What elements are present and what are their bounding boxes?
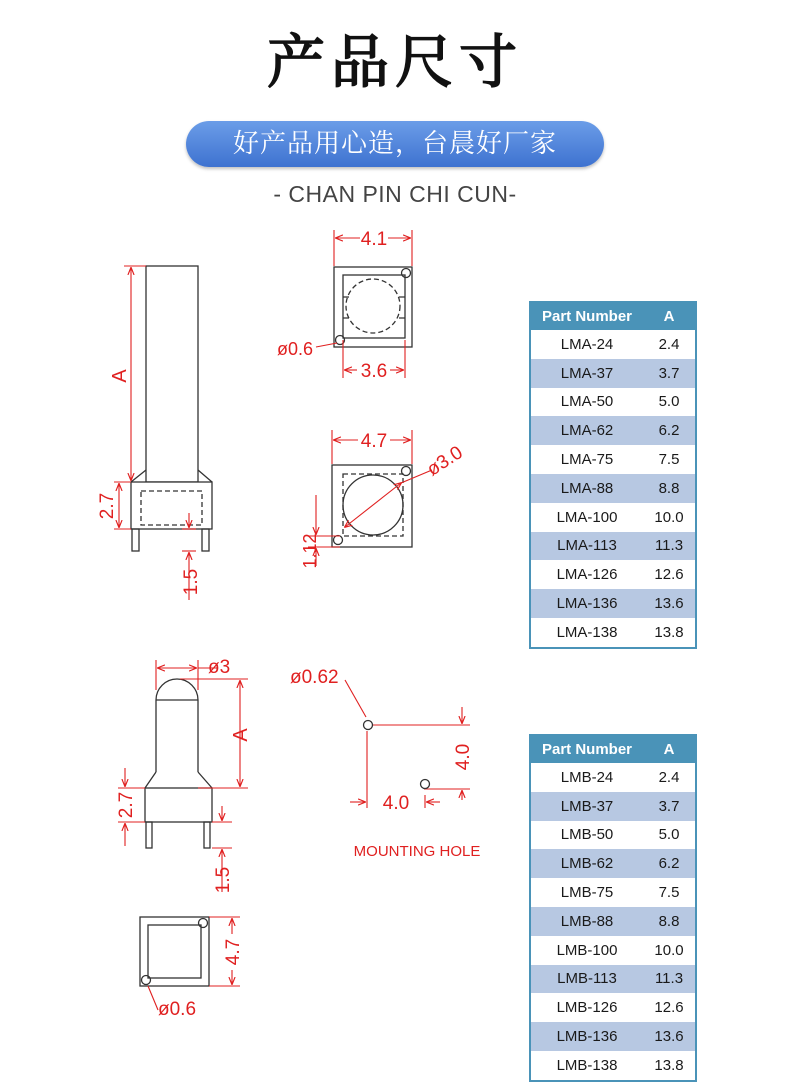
a-value-cell: 12.6 — [643, 993, 696, 1022]
part-number-cell: LMA-136 — [530, 589, 643, 618]
table-row — [530, 792, 696, 821]
table-row — [530, 763, 696, 792]
table-row — [530, 589, 696, 618]
a-value-cell: 11.3 — [643, 965, 696, 994]
a-value-cell: 7.5 — [643, 878, 696, 907]
mounting-hole-caption: MOUNTING HOLE — [353, 843, 481, 860]
part-number-cell: LMB-88 — [530, 907, 643, 936]
a-value-cell: 13.6 — [643, 1022, 696, 1051]
part-number-cell: LMB-126 — [530, 993, 643, 1022]
lma-base-height-label: 2.7 — [97, 492, 118, 520]
a-value-cell: 7.5 — [643, 445, 696, 474]
lmb-pin-length-label: 1.5 — [213, 866, 234, 894]
part-number-cell: LMB-75 — [530, 878, 643, 907]
lmb-side-view — [145, 679, 212, 848]
table-row — [530, 965, 696, 994]
a-value-cell: 5.0 — [643, 821, 696, 850]
cap-side-label: 1.12 — [300, 533, 320, 569]
part-number-cell: LMA-37 — [530, 359, 643, 388]
part-number-cell: LMB-50 — [530, 821, 643, 850]
part-number-cell: LMA-24 — [530, 330, 643, 359]
lmb-spec-table — [529, 734, 697, 1082]
a-value-cell: 5.0 — [643, 388, 696, 417]
lma-inner-width-label: 3.6 — [360, 361, 388, 382]
part-number-cell: LMA-75 — [530, 445, 643, 474]
lma-top-dims — [316, 230, 412, 378]
table-row — [530, 445, 696, 474]
cap-width-label: 4.7 — [360, 431, 388, 452]
lma-spec-table — [529, 301, 697, 649]
part-number-cell: LMB-37 — [530, 792, 643, 821]
table-row — [530, 618, 696, 648]
part-number-cell: LMB-136 — [530, 1022, 643, 1051]
part-number-cell: LMA-113 — [530, 532, 643, 561]
lma-top-width-label: 4.1 — [360, 229, 388, 250]
table-row — [530, 330, 696, 359]
table-row — [530, 1022, 696, 1051]
table-row — [530, 474, 696, 503]
part-number-cell: LMA-138 — [530, 618, 643, 648]
mounting-hole-drawing — [345, 680, 470, 808]
a-value-cell: 8.8 — [643, 907, 696, 936]
part-number-cell: LMA-88 — [530, 474, 643, 503]
table-row — [530, 416, 696, 445]
lma-pin-length-label: 1.5 — [181, 568, 202, 596]
a-value-cell: 2.4 — [643, 330, 696, 359]
part-number-cell: LMA-50 — [530, 388, 643, 417]
table-row — [530, 849, 696, 878]
lmb-header-part-number: Part Number — [530, 735, 643, 763]
part-number-cell: LMA-62 — [530, 416, 643, 445]
lmb-dome-label: ø3 — [208, 657, 231, 678]
hole-vertical-label: 4.0 — [453, 743, 474, 771]
table-row — [530, 560, 696, 589]
table-row — [530, 1051, 696, 1081]
lma-header-part-number: Part Number — [530, 302, 643, 330]
table-row — [530, 878, 696, 907]
a-value-cell: 11.3 — [643, 532, 696, 561]
a-value-cell: 10.0 — [643, 936, 696, 965]
part-number-cell: LMA-100 — [530, 503, 643, 532]
table-row — [530, 821, 696, 850]
part-number-cell: LMB-113 — [530, 965, 643, 994]
a-value-cell: 6.2 — [643, 849, 696, 878]
lmb-base-height-label: 2.7 — [116, 791, 137, 819]
a-value-cell: 12.6 — [643, 560, 696, 589]
a-value-cell: 8.8 — [643, 474, 696, 503]
lmb-bottom-side-label: 4.7 — [223, 938, 244, 966]
a-value-cell: 6.2 — [643, 416, 696, 445]
a-value-cell: 10.0 — [643, 503, 696, 532]
part-number-cell: LMB-138 — [530, 1051, 643, 1081]
lma-header-a: A — [643, 302, 696, 330]
hole-diameter-label: ø0.62 — [290, 667, 339, 688]
lmb-bottom-pin-label: ø0.6 — [158, 999, 197, 1020]
a-value-cell: 13.8 — [643, 618, 696, 648]
table-row — [530, 993, 696, 1022]
table-row — [530, 907, 696, 936]
table-row — [530, 936, 696, 965]
lma-pin-diameter-label: ø0.6 — [277, 339, 314, 359]
page-subtitle: - CHAN PIN CHI CUN- — [273, 181, 517, 207]
part-number-cell: LMB-100 — [530, 936, 643, 965]
table-row — [530, 503, 696, 532]
a-value-cell: 3.7 — [643, 359, 696, 388]
lma-side-view — [131, 266, 212, 551]
mounting-holes — [364, 721, 430, 789]
a-value-cell: 13.8 — [643, 1051, 696, 1081]
lma-top-view — [334, 267, 412, 347]
lmb-header-a: A — [643, 735, 696, 763]
a-value-cell: 3.7 — [643, 792, 696, 821]
hole-horizontal-label: 4.0 — [382, 793, 410, 814]
cap-circle-label: ø3.0 — [423, 442, 467, 481]
lma-height-label: A — [109, 369, 131, 383]
table-row — [530, 359, 696, 388]
a-value-cell: 13.6 — [643, 589, 696, 618]
table-row — [530, 388, 696, 417]
a-value-cell: 2.4 — [643, 763, 696, 792]
table-row — [530, 532, 696, 561]
tagline-banner: 好产品用心造，台晨好厂家 — [186, 121, 604, 167]
part-number-cell: LMB-62 — [530, 849, 643, 878]
lmb-height-label: A — [230, 728, 252, 742]
lmb-bottom-view — [140, 917, 209, 986]
part-number-cell: LMB-24 — [530, 763, 643, 792]
page-title: 产品尺寸 — [266, 28, 523, 96]
part-number-cell: LMA-126 — [530, 560, 643, 589]
